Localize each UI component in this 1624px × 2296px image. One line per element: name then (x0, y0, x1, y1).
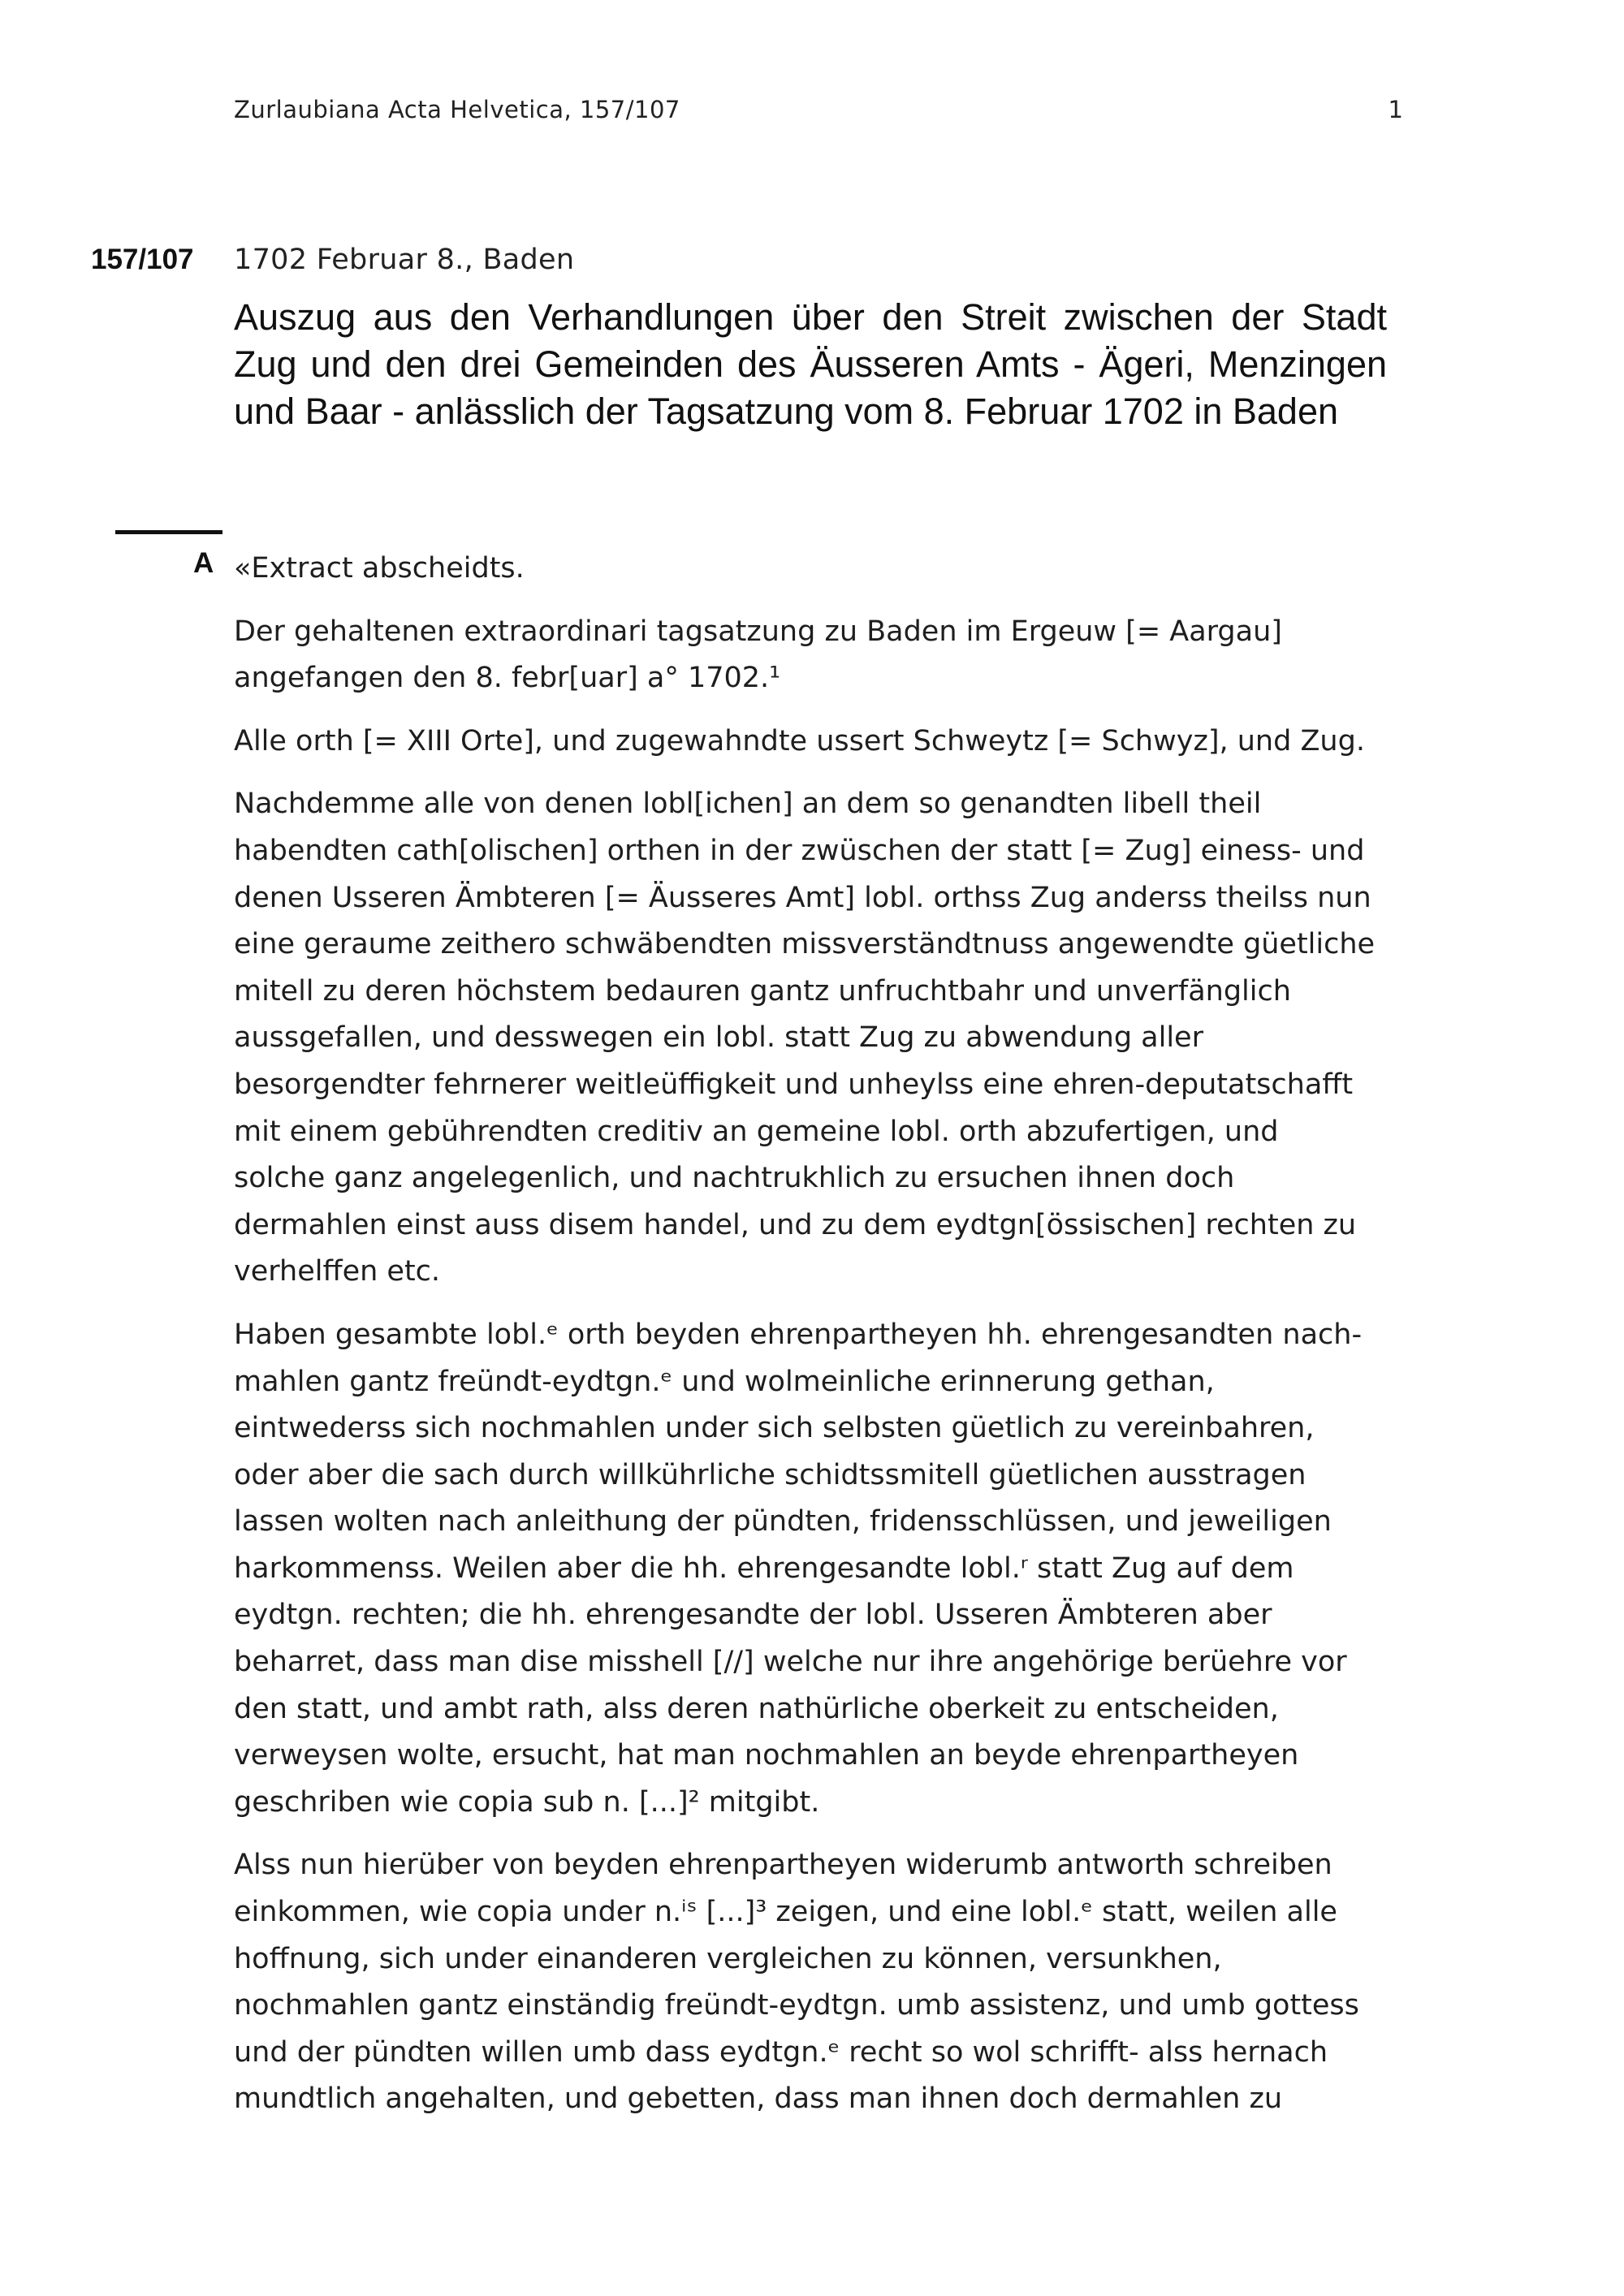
body-paragraph: Alle orth [= XIII Orte], und zugewahndte ussert Schweytz [= Schwyz], und Zug. (234, 724, 1365, 757)
document-number: 157/107 (91, 244, 194, 275)
section-letter: A (193, 547, 214, 579)
body-paragraph: Haben gesambte lobl.ᵉ orth beyden ehrenpartheyen hh. ehrengesandten nach- mahlen gantz freündt-eydtgn.ᵉ und wolmeinliche erinnerung gethan, eintwederss sich nochmahlen under sich selbsten güetlich zu vereinbahren, oder aber die sach durch willkührliche schidtssmitell güetlichen ausstragen lassen wolten nach anleithung der pündten, fridensschlüssen, und jeweiligen harkommenss. Weilen aber die hh. ehrengesandte lobl.ʳ statt Zug auf dem eydtgn. rechten; die hh. ehrengesandte der lobl. Usseren Ämbteren aber beharret, dass man dise misshell [//] welche nur ihre angehörige berüehre vor den statt, und ambt rath, alss deren nathürliche oberkeit zu entscheiden, verweysen wolte, ersucht, hat man nochmahlen an beyde ehrenpartheyen geschriben wie copia sub n. [...]² mitgibt. (234, 1318, 1363, 1819)
document-body (234, 546, 1407, 2139)
body-paragraph: «Extract abscheidts. (234, 552, 525, 585)
page-number: 1 (1388, 96, 1403, 123)
running-header-title: Zurlaubiana Acta Helvetica, 157/107 (234, 96, 680, 123)
body-paragraph: Der gehaltenen extraordinari tagsatzung zu Baden im Ergeuw [= Aargau] angefangen den 8. febr[uar] a° 1702.¹ (234, 615, 1282, 695)
body-paragraph: Nachdemme alle von denen lobl[ichen] an dem so genandten libell theil habendten cath[olischen] orthen in der zwüschen der statt [= Zug] einess- und denen Usseren Ämbteren [= Äusseres Amt] lobl. orthss Zug anderss theilss nun eine geraume zeithero schwäbendten missverständtnuss angewendte güetliche mitell zu deren höchstem bedauren gantz unfruchtbahr und unverfänglich aussgefallen, und desswegen ein lobl. statt Zug zu abwendung aller besorgendter fehrnerer weitleüffigkeit und unheylss eine ehren-deputatschafft mit einem gebührendten creditiv an gemeine lobl. orth abzufertigen, und solche ganz angelegenlich, und nachtrukhlich zu ersuchen ihnen doch dermahlen einst auss disem handel, und zu dem eydtgn[össischen] rechten zu verhelffen etc. (234, 788, 1376, 1288)
section-divider (115, 530, 222, 534)
body-paragraph: Alss nun hierüber von beyden ehrenpartheyen widerumb antworth schreiben einkommen, wie copia under n.ⁱˢ [...]³ zeigen, und eine lobl.ᵉ statt, weilen alle hoffnung, sich under einanderen vergleichen zu können, versunkhen, nochmahlen gantz einständig freündt-eydtgn. umb assistenz, und umb gottess und der pündten willen umb dass eydtgn.ᵉ recht so wol schrifft- alss hernach mundtlich angehalten, und gebetten, dass man ihnen doch dermahlen zu (234, 1849, 1359, 2116)
document-title: Auszug aus den Verhandlungen über den Streit zwischen der Stadt Zug und den drei Gemeinden des Äusseren Amts - Ägeri, Menzingen und Baar - anlässlich der Tagsatzung vom 8. Februar 1702 in Baden (234, 296, 1387, 432)
document-date-place: 1702 Februar 8., Baden (234, 244, 575, 276)
